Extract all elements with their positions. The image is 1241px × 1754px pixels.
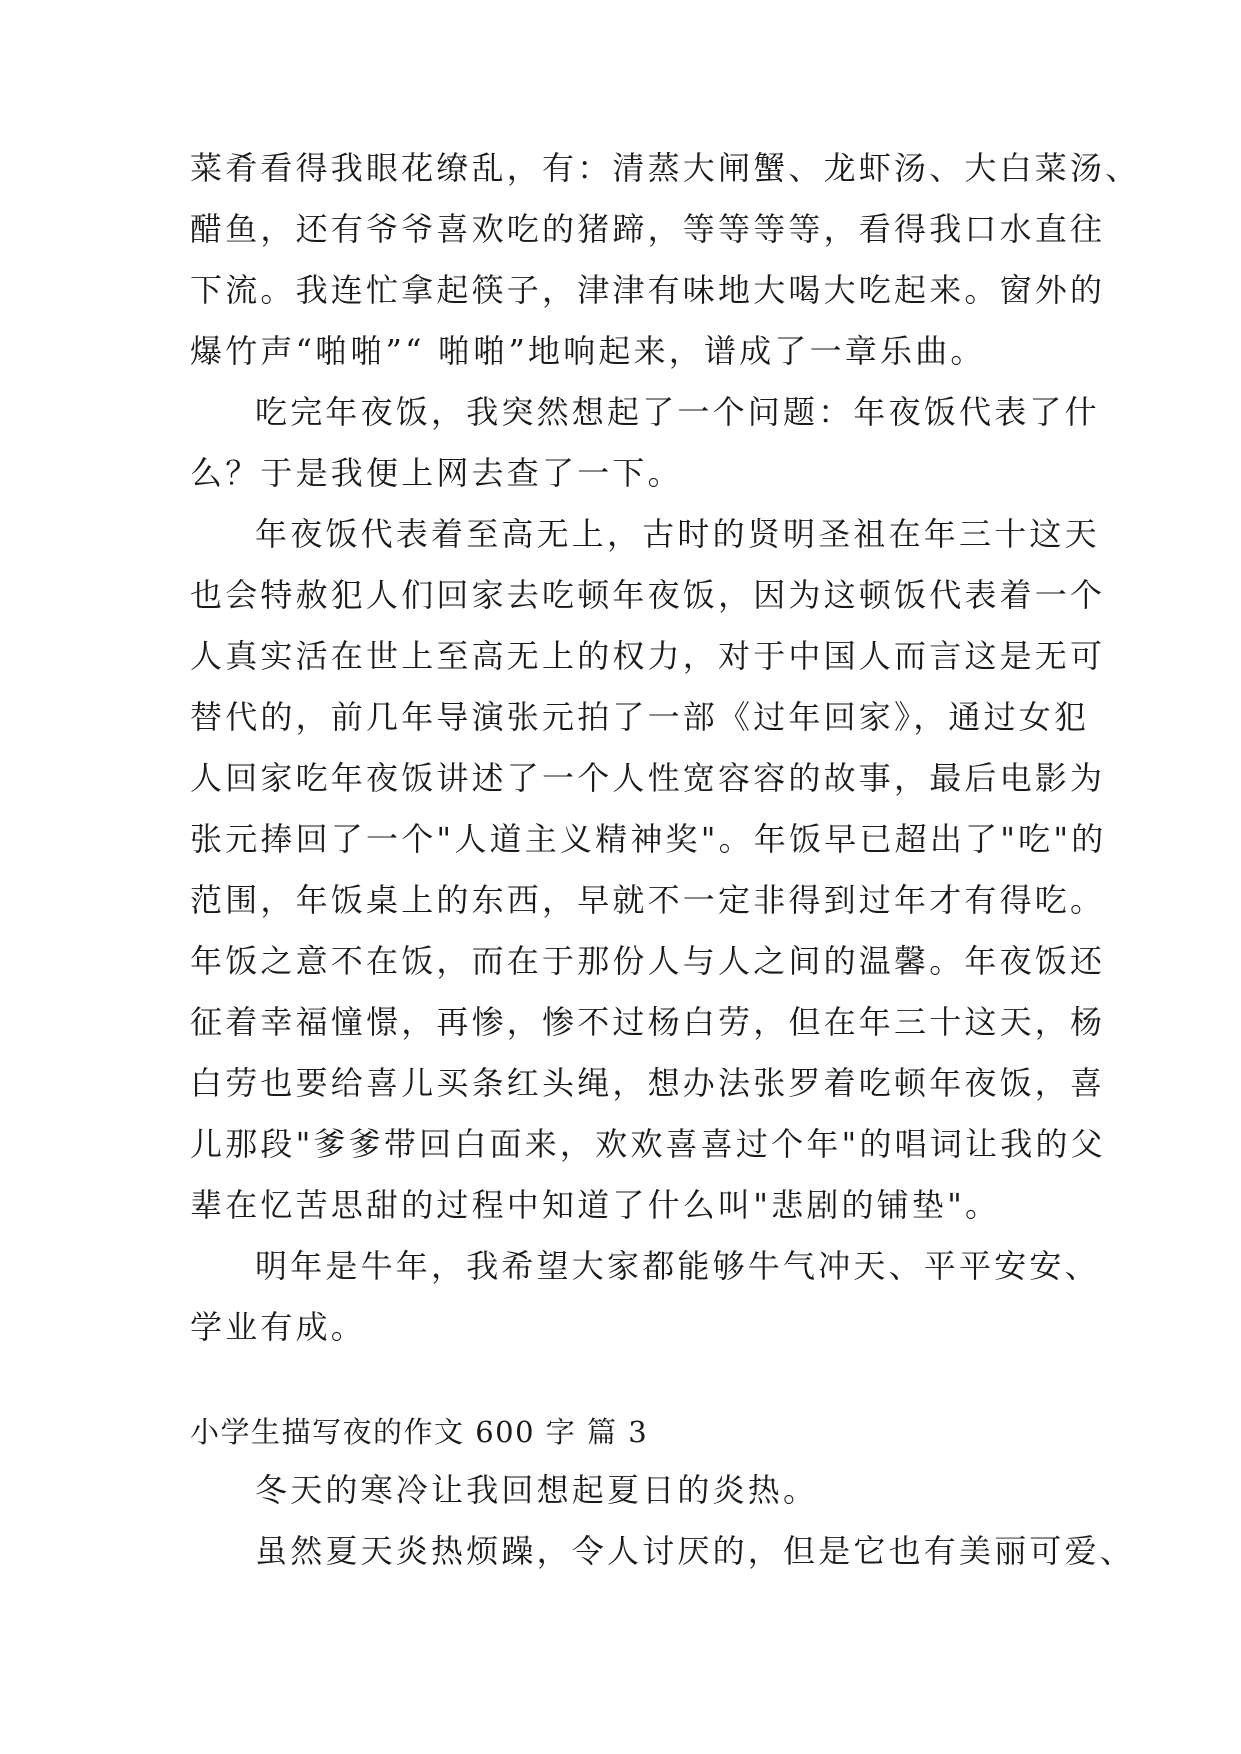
paragraph-line: 范围，年饭桌上的东西，早就不一定非得到过年才有得吃。 [190,881,1106,919]
paragraph-line: 么？于是我便上网去查了一下。 [190,454,683,492]
paragraph-line: 年夜饭代表着至高无上，古时的贤明圣祖在年三十这天 [255,515,1100,553]
paragraph-line: 也会特赦犯人们回家去吃顿年夜饭，因为这顿饭代表着一个 [190,576,1106,614]
paragraph-line: 爆竹声“啪啪”“ 啪啪”地响起来，谱成了一章乐曲。 [190,332,986,370]
paragraph-line: 人回家吃年夜饭讲述了一个人性宽容容的故事，最后电影为 [190,759,1106,797]
paragraph-line: 醋鱼，还有爷爷喜欢吃的猪蹄，等等等等，看得我口水直往 [190,210,1106,248]
paragraph-line: 年饭之意不在饭，而在于那份人与人之间的温馨。年夜饭还 [190,942,1106,980]
paragraph-line: 冬天的寒冷让我回想起夏日的炎热。 [255,1471,819,1509]
paragraph-line: 虽然夏天炎热烦躁，令人讨厌的，但是它也有美丽可爱、 [255,1532,1136,1570]
paragraph-line: 辈在忆苦思甜的过程中知道了什么叫"悲剧的铺垫"。 [190,1186,1001,1224]
paragraph-line: 张元捧回了一个"人道主义精神奖"。年饭早已超出了"吃"的 [190,820,1107,858]
paragraph-line: 明年是牛年，我希望大家都能够牛气冲天、平平安安、 [255,1247,1100,1285]
paragraph-line: 征着幸福憧憬，再惨，惨不过杨白劳，但在年三十这天，杨 [190,1003,1106,1041]
section-heading: 小学生描写夜的作文 600 字 篇 3 [190,1415,649,1449]
paragraph-line: 菜肴看得我眼花缭乱，有：清蒸大闸蟹、龙虾汤、大白菜汤、 [190,149,1141,187]
paragraph-line: 吃完年夜饭，我突然想起了一个问题：年夜饭代表了什 [255,393,1100,431]
paragraph-line: 替代的，前几年导演张元拍了一部《过年回家》，通过女犯 [190,698,1090,736]
paragraph-line: 下流。我连忙拿起筷子，津津有味地大喝大吃起来。窗外的 [190,271,1106,309]
paragraph-line: 学业有成。 [190,1308,367,1346]
paragraph-line: 白劳也要给喜儿买条红头绳，想办法张罗着吃顿年夜饭，喜 [190,1064,1106,1102]
paragraph-line: 儿那段"爹爹带回白面来，欢欢喜喜过个年"的唱词让我的父 [190,1125,1106,1163]
paragraph-line: 人真实活在世上至高无上的权力，对于中国人而言这是无可 [190,637,1106,675]
